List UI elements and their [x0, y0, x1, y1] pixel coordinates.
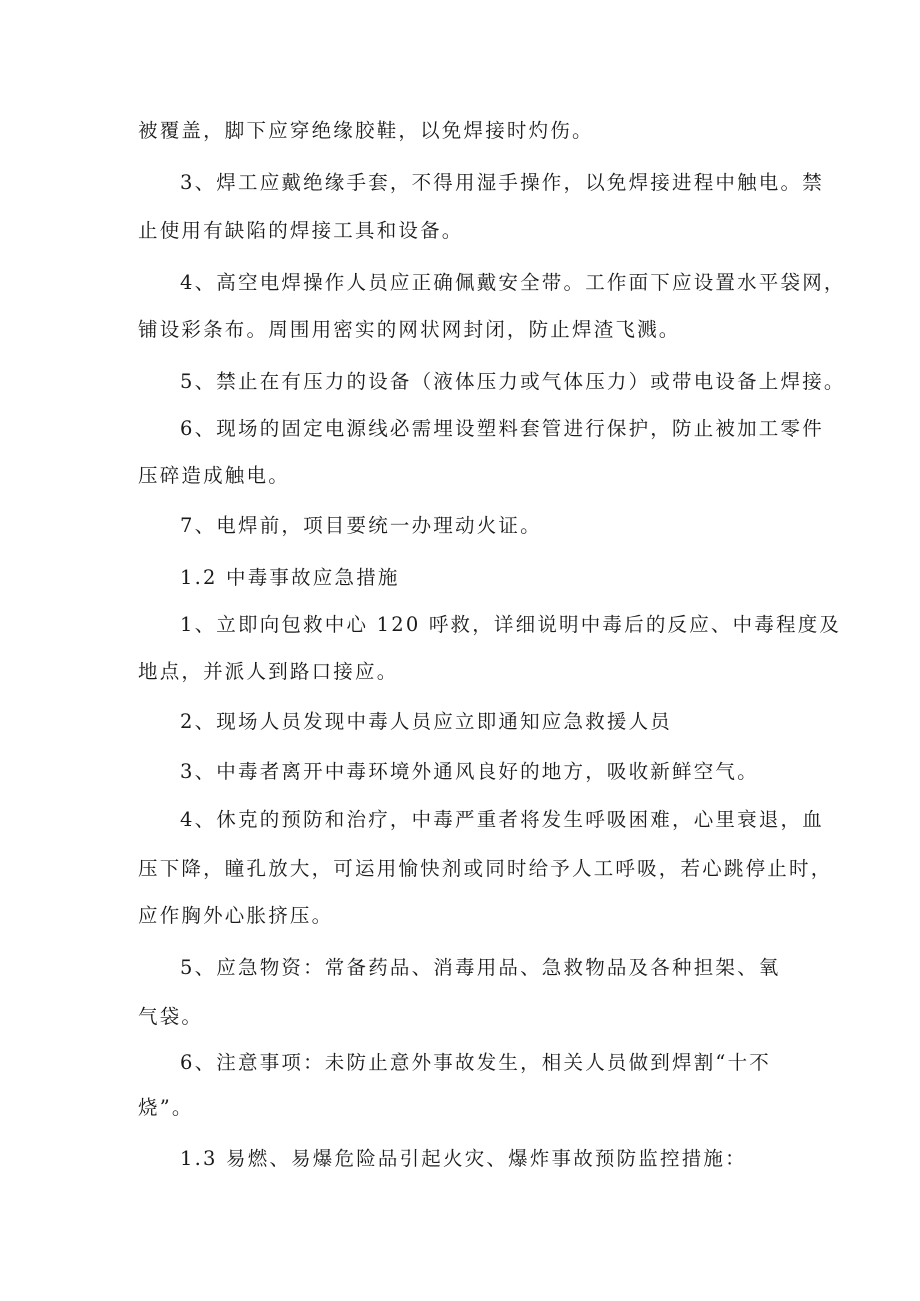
text-line: 6、注意事项：未防止意外事故发生，相关人员做到焊割“十不	[180, 1051, 771, 1074]
text-line: 3、中毒者离开中毒环境外通风良好的地方，吸收新鲜空气。	[180, 760, 759, 783]
text-line: 6、现场的固定电源线必需埋设塑料套管进行保护，防止被加工零件	[180, 417, 824, 440]
text-line: 地点，并派人到路口接应。	[138, 660, 399, 683]
text-line: 应作胸外心胀挤压。	[138, 904, 334, 927]
text-line: 压下降，瞳孔放大，可运用愉快剂或同时给予人工呼吸，若心跳停止时，	[138, 857, 833, 880]
text-line: 压碎造成触电。	[138, 464, 290, 487]
text-line: 气袋。	[138, 1005, 204, 1028]
text-line: 烧”。	[138, 1096, 194, 1119]
text-line: 被覆盖，脚下应穿绝缘胶鞋，以免焊接时灼伤。	[138, 119, 594, 142]
text-line: 5、禁止在有压力的设备（液体压力或气体压力）或带电设备上焊接。	[180, 370, 846, 393]
section-heading: 1.3 易燃、易爆危险品引起火灾、爆炸事故预防监控措施：	[180, 1147, 747, 1170]
text-line: 铺设彩条布。周围用密实的网状网封闭，防止焊渣飞溅。	[138, 318, 681, 341]
text-line: 7、电焊前，项目要统一办理动火证。	[180, 514, 542, 537]
text-line: 2、现场人员发现中毒人员应立即通知应急救援人员	[180, 710, 673, 733]
text-line: 5、应急物资：常备药品、消毒用品、急救物品及各种担架、氧	[180, 956, 781, 979]
text-line: 1、立即向包救中心 120 呼救，详细说明中毒后的反应、中毒程度及	[180, 613, 842, 636]
text-line: 3、焊工应戴绝缘手套，不得用湿手操作，以免焊接进程中触电。禁	[180, 171, 824, 194]
text-line: 4、休克的预防和治疗，中毒严重者将发生呼吸困难，心里衰退，血	[180, 808, 824, 831]
text-line: 4、高空电焊操作人员应正确佩戴安全带。工作面下应设置水平袋网，	[180, 271, 846, 294]
section-heading: 1.2 中毒事故应急措施	[180, 566, 400, 589]
text-line: 止使用有缺陷的焊接工具和设备。	[138, 219, 464, 242]
